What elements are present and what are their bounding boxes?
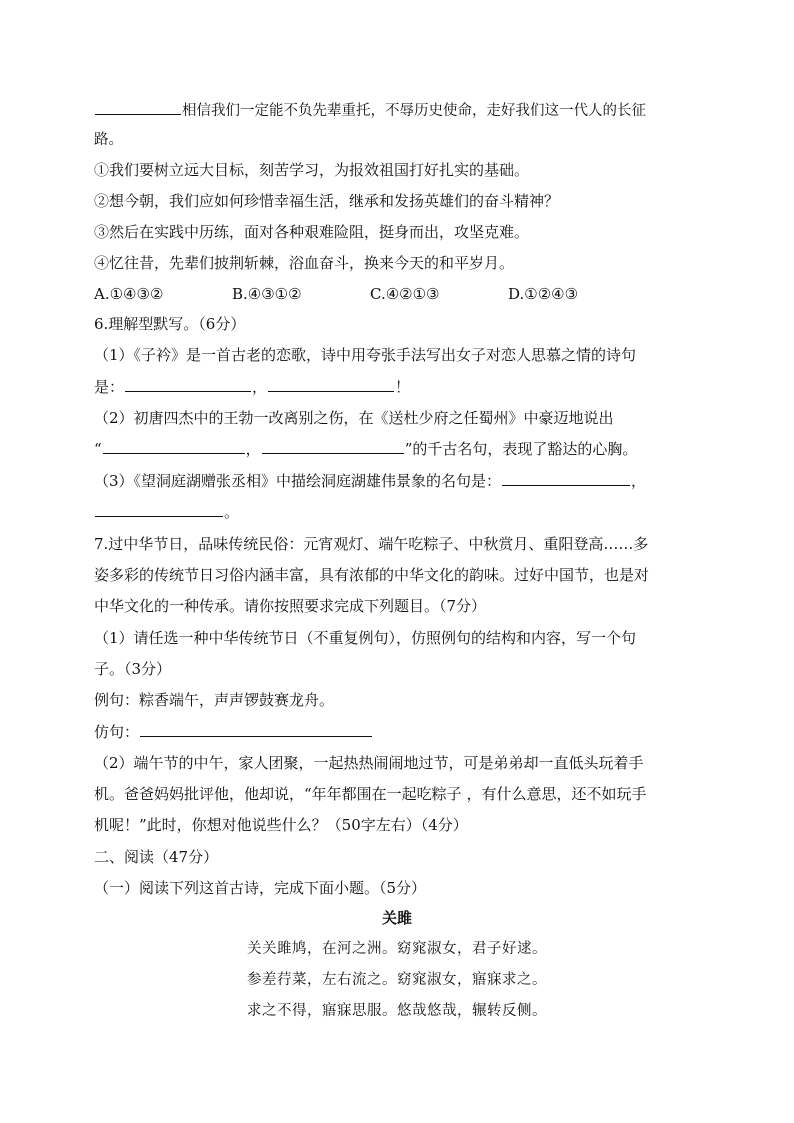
q7-line-3: 中华文化的一种传承。请你按照要求完成下列题目。（7分） [94,597,487,615]
option-c[interactable]: C.④②①③ [370,285,440,303]
q6-part3-prompt: （3）《望洞庭湖赠张丞相》中描绘洞庭湖雄伟景象的名句是： ， [94,472,647,490]
answer-blank[interactable] [502,471,630,486]
q5-sentence-3: ③然后在实践中历练，面对各种艰难险阻，挺身而出，攻坚克难。 [94,223,530,241]
answer-blank[interactable] [95,502,223,517]
q5-sentence-4: ④忆往昔，先辈们披荆斩棘，浴血奋斗，换来今天的和平岁月。 [94,254,515,272]
q7-part1-prompt-cont: 子。（3分） [94,660,172,678]
q6-part3-answer: 。 [94,502,714,522]
q6-part2-answer: “ ， ”的千古名句，表现了豁达的心胸。 [94,440,638,458]
poem-line: 求之不得，寤寐思服。悠哉悠哉，辗转反侧。 [247,1003,547,1019]
q5-intro-line [94,100,714,121]
q7-part1-prompt: （1）请任选一种中华传统节日（不重复例句），仿照例句的结构和内容，写一个句 [94,629,637,647]
q6-part1-answer: 是： ， ！ [94,378,411,396]
poem-line: 关关雎鸠，在河之洲。窈窕淑女，君子好逑。 [247,941,547,957]
q6-part1-prompt: （1）《子衿》是一首古老的恋歌，诗中用夸张手法写出女子对恋人思慕之情的诗句 [94,346,637,364]
answer-blank[interactable] [140,722,372,737]
q6-part2-prompt: （2）初唐四杰中的王勃一改离别之伤，在《送杜少府之任蜀州》中豪迈地说出 [94,409,614,427]
q5-options [94,284,714,304]
q7-part2-line-2: 机。爸爸妈妈批评他，他却说，“年年都围在一起吃粽子 ，有什么意思，还不如玩手 [94,785,647,803]
q7-line-1: 7.过中华节日，品味传统民俗：元宵观灯、端午吃粽子、中秋赏月、重阳登高……多 [94,535,649,553]
answer-blank[interactable] [103,439,245,454]
section2-subheading: （一）阅读下列这首古诗，完成下面小题。（5分） [94,879,427,897]
q5-sentence-2: ②想今朝，我们应如何珍惜幸福生活，继承和发扬英雄们的奋斗精神？ [94,192,560,210]
q7-imitate-line: 仿句： [94,722,714,742]
poem-line: 参差荇菜，左右流之。窈窕淑女，寤寐求之。 [247,972,547,988]
option-b[interactable]: B.④③①② [232,285,302,303]
q7-line-2: 姿多彩的传统节日习俗内涵丰富，具有浓郁的中华文化的韵味。过好中国节，也是对 [94,566,650,584]
q6-heading: 6.理解型默写。（6分） [94,315,246,333]
answer-blank[interactable] [262,439,404,454]
poem-title: 关雎 [381,909,412,927]
option-a[interactable]: A.①④③② [94,285,164,303]
section2-heading: 二、阅读（47分） [94,848,219,866]
q5-sentence-1: ①我们要树立远大目标，刻苦学习，为报效祖国打好扎实的基础。 [94,161,530,179]
answer-blank[interactable] [268,377,394,392]
answer-blank[interactable] [95,100,181,115]
option-d[interactable]: D.①②④③ [508,285,579,303]
q7-example: 例句：粽香端午，声声锣鼓赛龙舟。 [94,691,335,709]
q5-intro-cont: 路。 [94,132,123,148]
q5-intro-text: 相信我们一定能不负先辈重托，不辱历史使命，走好我们这一代人的长征 [182,103,646,119]
q7-part2-line-3: 机呢！”此时，你想对他说些什么？（50字左右）（4分） [94,816,468,834]
answer-blank[interactable] [125,377,251,392]
q7-part2-line-1: （2）端午节的中午，家人团聚，一起热热闹闹地过节，可是弟弟却一直低头玩着手 [94,754,644,772]
